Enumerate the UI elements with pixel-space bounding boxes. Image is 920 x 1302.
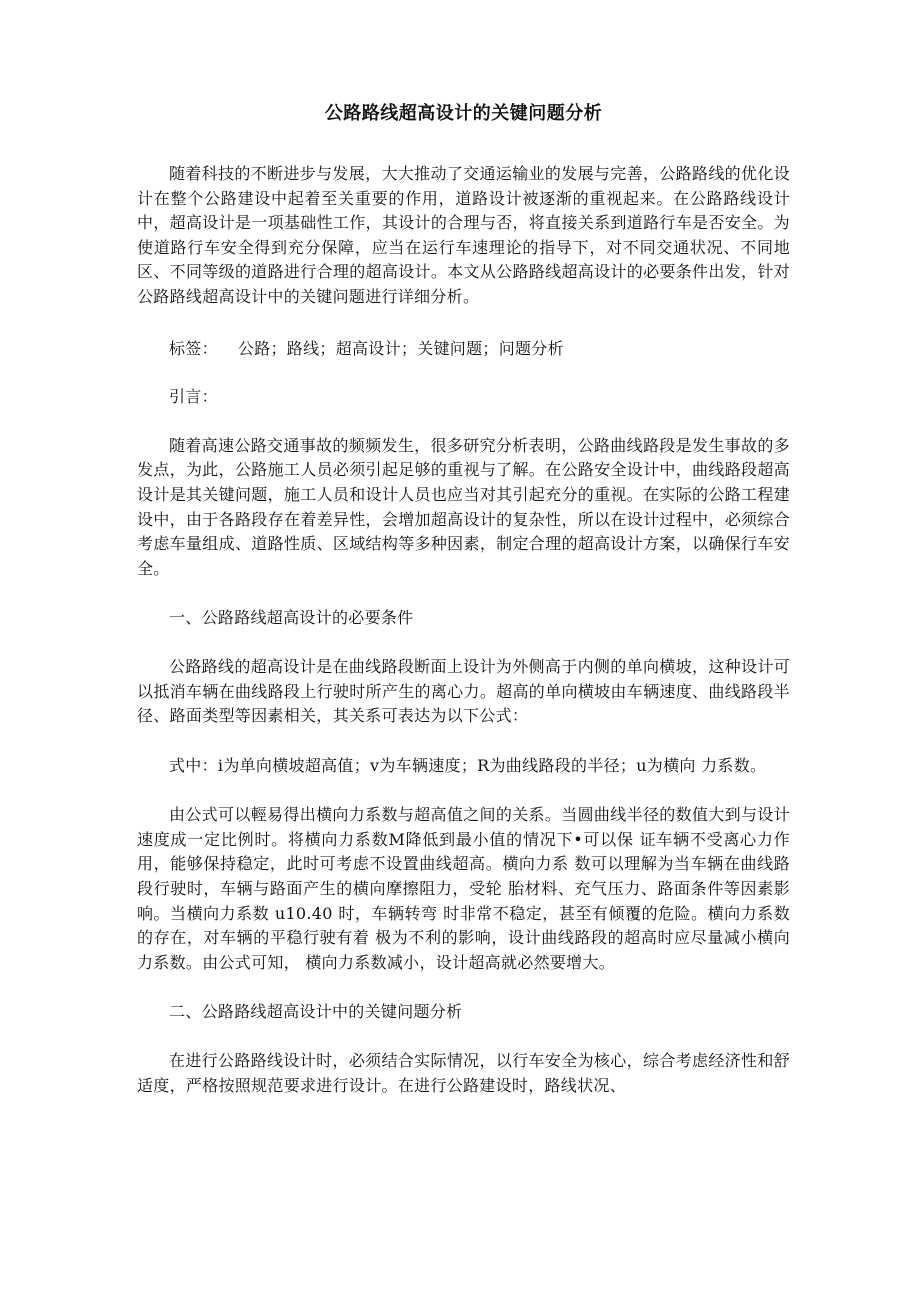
document-page (137, 100, 790, 1123)
section1-paragraph-2: 式中：i为单向横坡超高值；v为车辆速度；R为曲线路段的半径；u为横向 力系数。 (169, 755, 767, 775)
section2-heading: 二、公路路线超高设计中的关键问题分析 (169, 1002, 463, 1022)
keywords-label: 标签： (169, 338, 218, 358)
intro-paragraph: 随着高速公路交通事故的频频发生，很多研究分析表明，公路曲线路段是发生事故的多发点，为此，公路施工人员必须引起足够的重视与了解。在公路安全设计中，曲线路段超高设计是其关键问题，施工人员和设计人员也应当对其引起充分的重视。在实际的公路工程建设中，由于各路段存在着差异性，会增加超高设计的复杂性，所以在设计过程中，必须综合考虑车量组成、道路性质、区域结构等多种因素，制定合理的超高设计方案，以确保行车安全。 (137, 435, 790, 578)
abstract-paragraph: 随着科技的不断进步与发展，大大推动了交通运输业的发展与完善，公路路线的优化设计在整个公路建设中起着至关重要的作用，道路设计被逐渐的重视起来。在公路路线设计中，超高设计是一项基础性工作，其设计的合理与否，将直接关系到道路行车是否安全。为使道路行车安全得到充分保障，应当在运行车速理论的指导下，对不同交通状况、不同地区、不同等级的道路进行合理的超高设计。本文从公路路线超高设计的必要条件出发，针对公路路线超高设计中的关键问题进行详细分析。 (137, 164, 790, 306)
keywords-line (137, 337, 790, 362)
document-title: 公路路线超高设计的关键问题分析 (324, 103, 603, 124)
section2-paragraph-1: 在进行公路路线设计时，必须结合实际情况，以行车安全为核心，综合考虑经济性和舒适度，严格按照规范要求进行设计。在进行公路建设时，路线状况、 (137, 1051, 790, 1095)
section1-paragraph-3: 由公式可以輕易得出横向力系数与超高值之间的关系。当圆曲线半径的数值大到与设计速度成一定比例时。将横向力系数M降低到最小值的情况下•可以保 证车辆不受离心力作用，能够保持稳定，此时可考虑不设置曲线超高。横向力系 数可以理解为当车辆在曲线路段行驶时，车辆与路面产生的横向摩擦阻力，受轮 胎材料、充气压力、路面条件等因素影响。当横向力系数 u10.40 时，车辆转弯 时非常不稳定，甚至有倾覆的危险。横向力系数的存在，对车辆的平稳行驶有着 极为不利的影响，设计曲线路段的超高时应尽量减小横向力系数。由公式可知， 横向力系数减小，设计超高就必然要增大。 (137, 805, 790, 972)
section1-heading: 一、公路路线超高设计的必要条件 (169, 608, 414, 628)
intro-heading: 引言： (169, 387, 218, 407)
keywords-text: 公路；路线；超高设计；关键问题；问题分析 (237, 338, 564, 358)
section1-paragraph-1: 公路路线的超高设计是在曲线路段断面上设计为外侧高于内侧的单向横坡，这种设计可以抵消车辆在曲线路段上行驶时所产生的离心力。超高的单向横坡由车辆速度、曲线路段半径、路面类型等因素相关，其关系可表达为以下公式： (137, 656, 790, 726)
